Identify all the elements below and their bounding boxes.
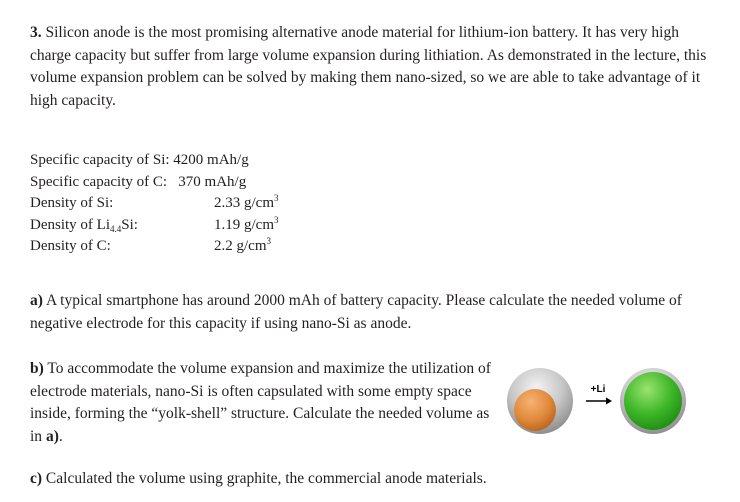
spec-label: Specific capacity of Si: xyxy=(30,152,170,168)
spec-value xyxy=(214,215,279,237)
arrow-label: +Li xyxy=(590,384,606,395)
spec-label: Density of Si: xyxy=(30,195,114,211)
part-c-text: Calculated the volume using graphite, the commercial anode materials. xyxy=(45,470,487,487)
part-a-text: A typical smartphone has around 2000 mAh of battery capacity. Please calculate the needed volume of negative electrode for this capacity if using nano-Si as anode. xyxy=(30,292,682,332)
label-subscript: 4.4 xyxy=(110,223,122,234)
spec-value xyxy=(214,236,271,258)
si-yolk-icon xyxy=(514,389,556,431)
spec-label-prefix: Density of Li xyxy=(30,216,110,233)
question-intro xyxy=(30,22,715,112)
yolk-shell-figure xyxy=(498,355,698,455)
unit-superscript: 3 xyxy=(274,193,279,203)
question-intro-text: Silicon anode is the most promising alternative anode material for lithium-ion battery. It has very high charge capacity but suffer from large volume expansion during lithiation. As demonstrated in the lecture, this volume expansion problem can be solved by making them nano-sized, so we are able to take advantage of it high capacity. xyxy=(30,24,707,109)
part-c xyxy=(30,468,710,491)
spec-row xyxy=(30,236,271,258)
spec-value-text: 1.19 g/cm xyxy=(214,216,274,233)
spec-list xyxy=(30,150,279,258)
spec-row xyxy=(30,214,279,237)
unit-superscript: 3 xyxy=(266,236,271,246)
spec-value: 370 mAh/g xyxy=(178,173,247,190)
spec-label-suffix: Si: xyxy=(121,216,138,233)
spec-label xyxy=(30,215,138,237)
spec-value-text: 2.33 g/cm xyxy=(214,195,274,211)
question-number: 3. xyxy=(30,24,42,41)
part-b-ref: a) xyxy=(45,427,59,445)
part-b xyxy=(30,358,500,448)
spec-label: Specific capacity of C: xyxy=(30,173,168,190)
spec-row xyxy=(30,193,279,215)
part-a xyxy=(30,290,710,335)
lithiated-core-icon xyxy=(624,372,682,430)
spec-value: 4200 mAh/g xyxy=(173,152,249,168)
unit-superscript: 3 xyxy=(274,214,279,225)
part-c-label: c) xyxy=(30,470,43,487)
spec-row xyxy=(30,150,249,172)
part-b-label: b) xyxy=(30,360,44,377)
spec-row xyxy=(30,172,249,194)
spec-value xyxy=(214,193,279,215)
part-b-text: To accommodate the volume expansion and maximize the utilization of electrode materials, nano-Si is often capsulated with some empty space inside, forming the “yolk-shell” structure. Calculate the needed volume as in xyxy=(30,360,491,445)
spec-value-text: 2.2 g/cm xyxy=(214,238,267,254)
part-a-label: a) xyxy=(30,292,43,309)
spec-label: Density of C: xyxy=(30,238,111,254)
part-b-end: . xyxy=(58,427,63,445)
